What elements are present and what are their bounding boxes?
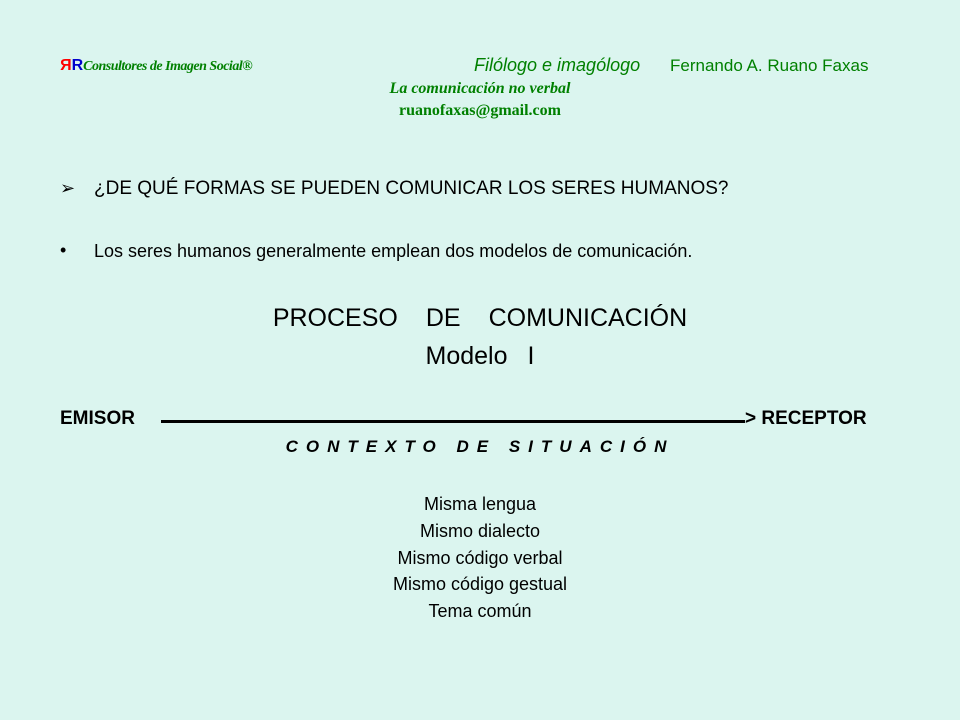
model-title bbox=[0, 342, 960, 371]
question-heading: ¿DE QUÉ FORMAS SE PUEDEN COMUNICAR LOS SERES HUMANOS? bbox=[94, 178, 729, 199]
process-title-word: DE bbox=[425, 304, 461, 332]
list-item: Misma lengua bbox=[423, 494, 537, 514]
process-title-word: COMUNICACIÓN bbox=[488, 304, 688, 332]
conditions-list bbox=[0, 491, 960, 625]
list-item: Mismo código gestual bbox=[392, 574, 568, 595]
model-title-word: Modelo bbox=[425, 342, 508, 370]
author-email: ruanofaxas@gmail.com bbox=[399, 102, 561, 119]
model-title-number: I bbox=[527, 342, 535, 370]
logo-letter-blue: R bbox=[71, 57, 84, 74]
receptor-label: > RECEPTOR bbox=[745, 408, 867, 429]
logo-text: Consultores de Imagen Social® bbox=[83, 59, 253, 74]
arrow-bullet-icon: ➢ bbox=[60, 178, 76, 198]
process-title-word: PROCESO bbox=[272, 304, 398, 332]
communication-arrow-line bbox=[161, 420, 745, 423]
process-title bbox=[0, 304, 960, 333]
author-name: Fernando A. Ruano Faxas bbox=[670, 56, 869, 75]
list-item: Mismo código verbal bbox=[397, 547, 563, 568]
bullet-text: Los seres humanos generalmente emplean dos modelos de comunicación. bbox=[94, 241, 693, 261]
bullet-icon: • bbox=[60, 240, 67, 260]
author-role: Filólogo e imagólogo bbox=[474, 55, 641, 75]
list-item: Mismo dialecto bbox=[419, 520, 541, 541]
list-item: Tema común bbox=[428, 601, 532, 622]
slide-subtitle: La comunicación no verbal bbox=[389, 80, 571, 97]
logo bbox=[60, 57, 252, 75]
context-label: CONTEXTO DE SITUACIÓN bbox=[285, 437, 675, 456]
logo-letter-red: R bbox=[60, 57, 72, 74]
emisor-label: EMISOR bbox=[60, 408, 135, 429]
